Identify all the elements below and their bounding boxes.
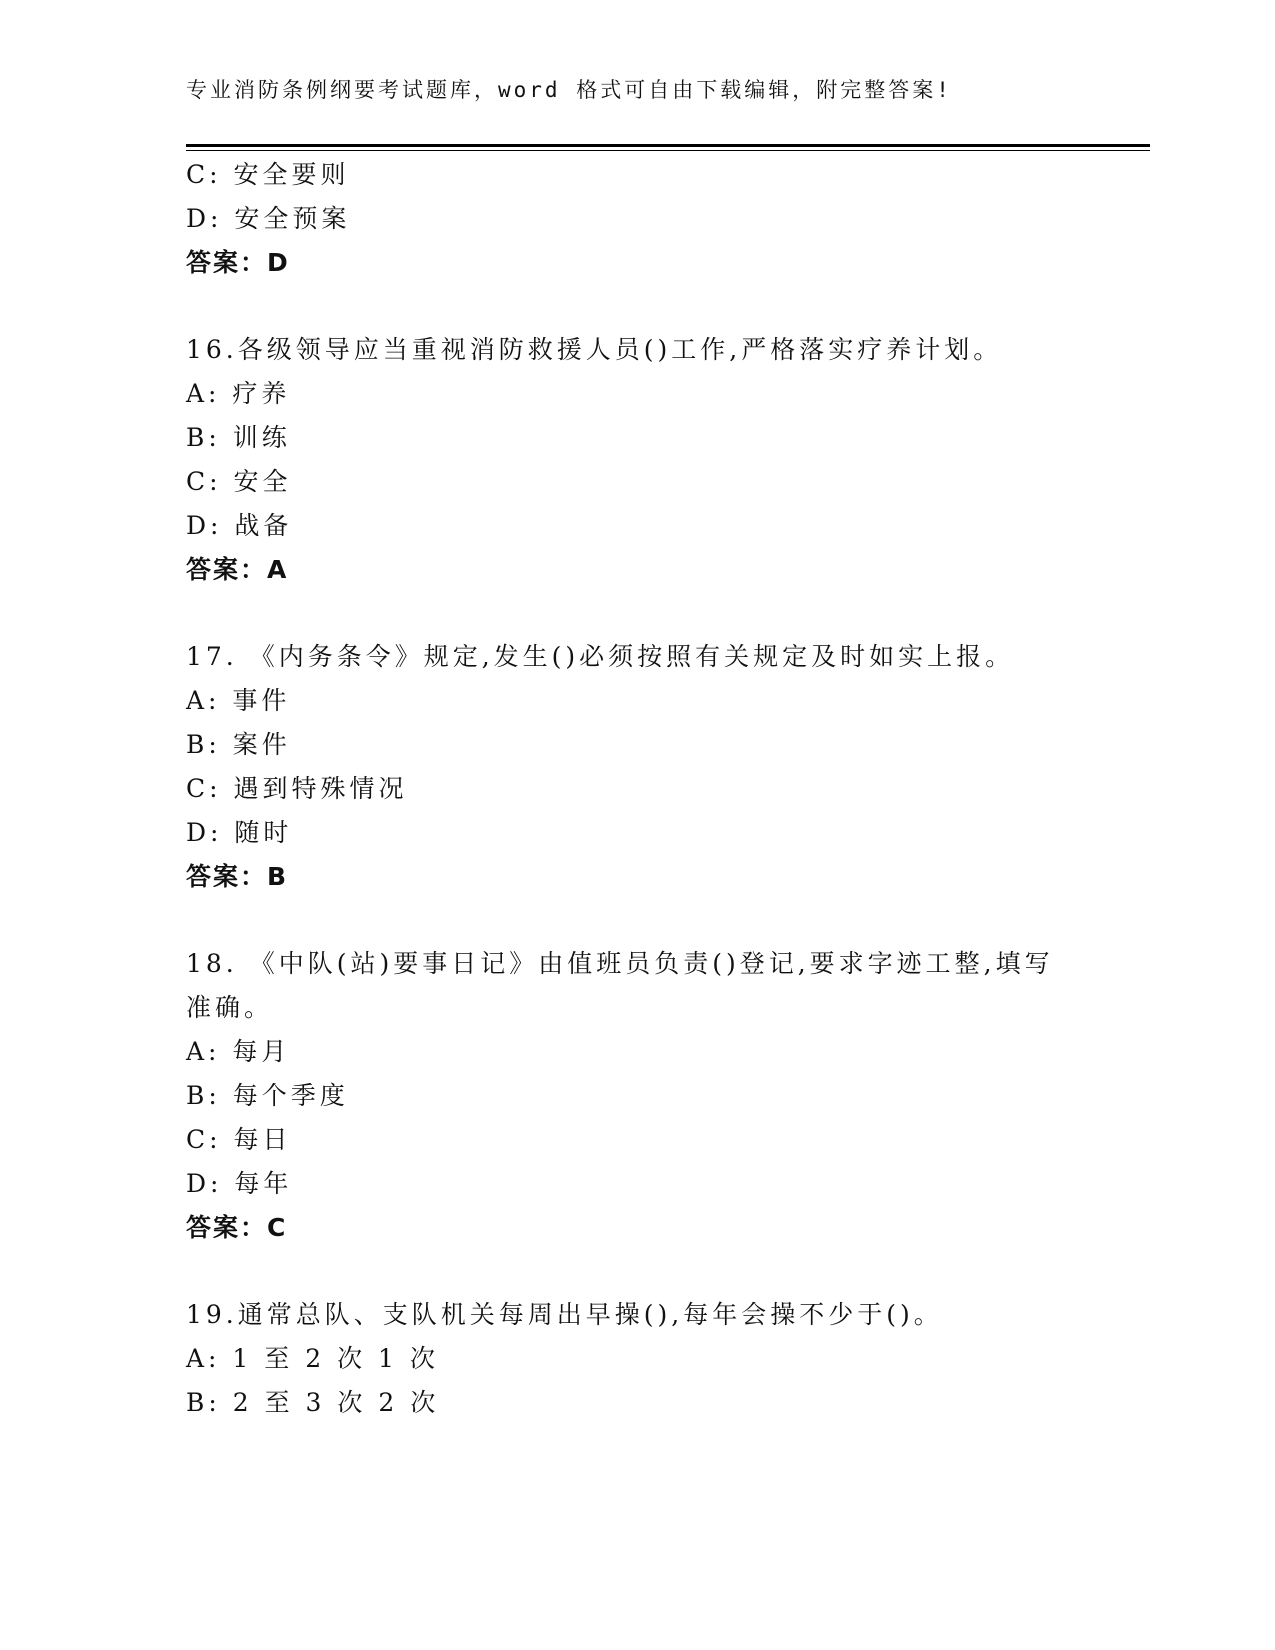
option-b: B: 案件 [186, 730, 291, 759]
option-b: B: 训练 [186, 423, 291, 452]
option-c: C: 遇到特殊情况 [186, 774, 408, 803]
answer: 答案：B [186, 862, 289, 891]
option-d: D: 战备 [186, 511, 293, 540]
option-d: D: 随时 [186, 818, 293, 847]
option-c: C: 安全要则 [186, 160, 350, 189]
option-a: A: 疗养 [186, 379, 291, 408]
option-a: A: 1 至 2 次 1 次 [186, 1344, 439, 1373]
question-stem-line-2: 准确。 [186, 993, 274, 1022]
answer: 答案：D [186, 248, 290, 277]
answer: 答案：A [186, 555, 289, 584]
option-d: D: 每年 [186, 1169, 293, 1198]
answer: 答案：C [186, 1213, 288, 1242]
header-rule-thick [186, 144, 1150, 147]
question-stem-line-1: 18. 《中队(站)要事日记》由值班员负责()登记,要求字迹工整,填写 [186, 949, 1054, 978]
option-a: A: 事件 [186, 686, 291, 715]
option-b: B: 每个季度 [186, 1081, 349, 1110]
document-header: 专业消防条例纲要考试题库，word 格式可自由下载编辑，附完整答案! [186, 78, 952, 102]
question-stem: 17. 《内务条令》规定,发生()必须按照有关规定及时如实上报。 [186, 642, 1015, 671]
question-stem: 19.通常总队、支队机关每周出早操(),每年会操不少于()。 [186, 1300, 943, 1329]
option-c: C: 安全 [186, 467, 292, 496]
option-b: B: 2 至 3 次 2 次 [186, 1388, 440, 1417]
header-rule-thin [186, 150, 1150, 151]
option-a: A: 每月 [186, 1037, 291, 1066]
option-c: C: 每日 [186, 1125, 292, 1154]
question-stem: 16.各级领导应当重视消防救援人员()工作,严格落实疗养计划。 [186, 335, 1003, 364]
option-d: D: 安全预案 [186, 204, 351, 233]
